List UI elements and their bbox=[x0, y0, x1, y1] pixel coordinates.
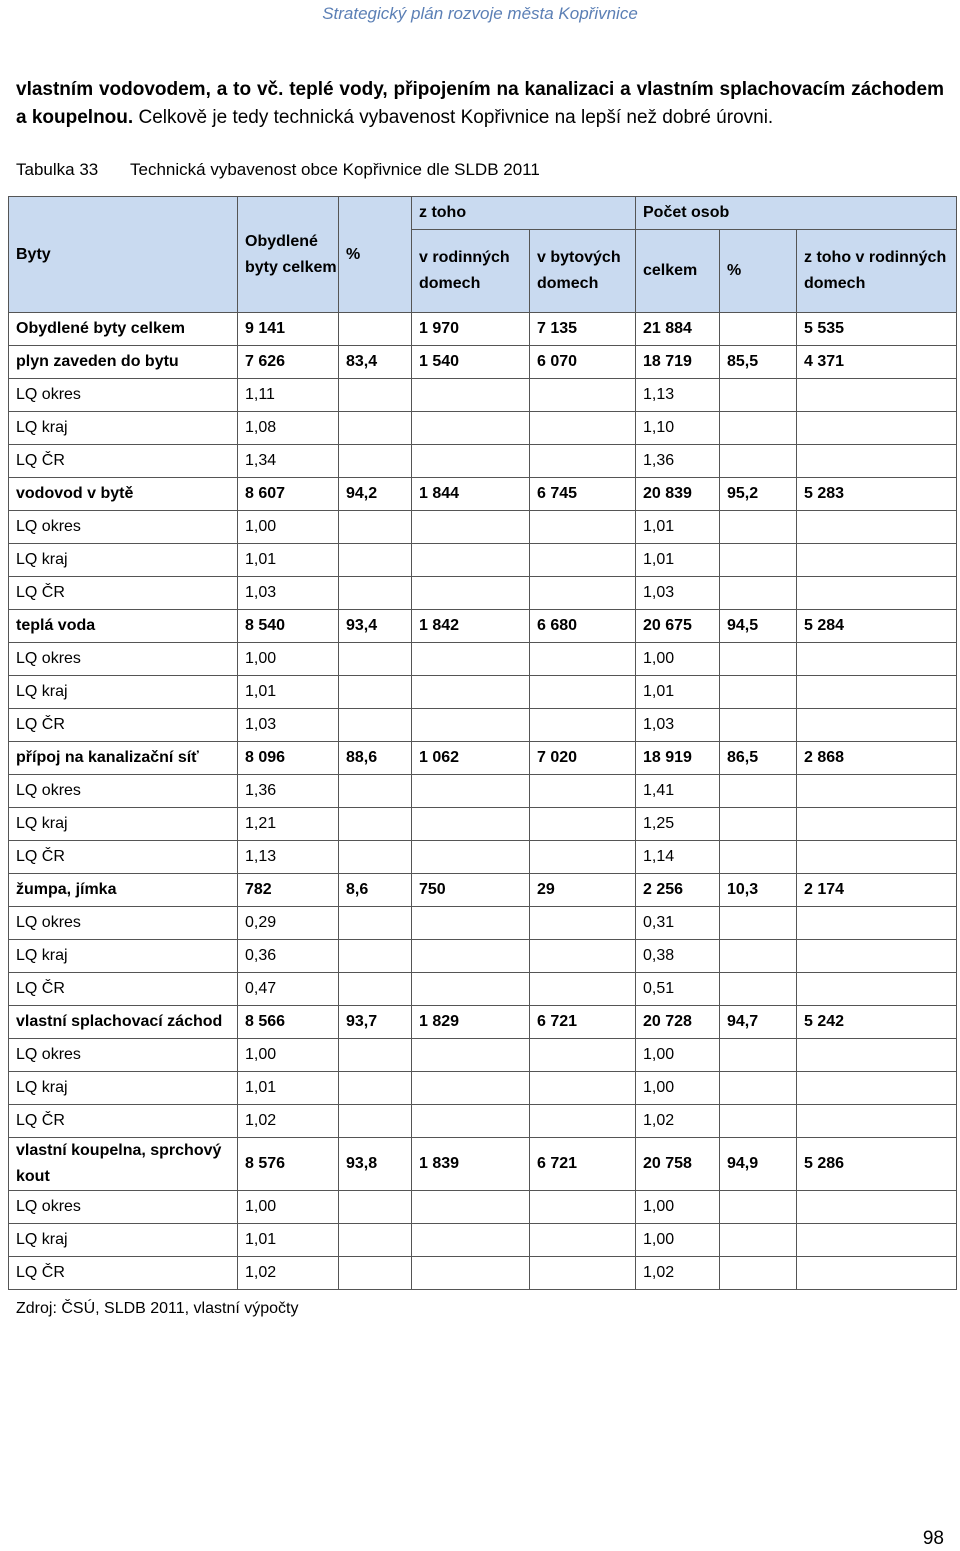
row-label-cell: vlastní splachovací záchod bbox=[9, 1006, 238, 1039]
table-cell: 1,01 bbox=[636, 511, 720, 544]
table-cell: 1 062 bbox=[412, 742, 530, 775]
table-cell: 1 839 bbox=[412, 1138, 530, 1191]
row-label-cell: LQ okres bbox=[9, 1039, 238, 1072]
table-cell bbox=[412, 709, 530, 742]
table-cell: 1,00 bbox=[238, 1039, 339, 1072]
table-cell bbox=[339, 841, 412, 874]
row-label-cell: LQ okres bbox=[9, 643, 238, 676]
table-row bbox=[9, 940, 957, 973]
row-label-cell: žumpa, jímka bbox=[9, 874, 238, 907]
table-cell bbox=[720, 940, 797, 973]
table-cell bbox=[720, 1072, 797, 1105]
table-cell: 1,00 bbox=[238, 511, 339, 544]
table-cell bbox=[797, 775, 957, 808]
table-cell: 9 141 bbox=[238, 313, 339, 346]
header-z-toho: z toho bbox=[412, 197, 636, 230]
table-cell: 1,00 bbox=[636, 643, 720, 676]
row-label-cell: LQ kraj bbox=[9, 1072, 238, 1105]
table-cell: 88,6 bbox=[339, 742, 412, 775]
table-cell bbox=[797, 1257, 957, 1290]
table-row bbox=[9, 544, 957, 577]
table-cell: 750 bbox=[412, 874, 530, 907]
row-label-cell: LQ okres bbox=[9, 907, 238, 940]
row-label-cell: Obydlené byty celkem bbox=[9, 313, 238, 346]
header-v-bytovych-domech: v bytových domech bbox=[530, 230, 636, 313]
table-cell bbox=[339, 808, 412, 841]
table-cell bbox=[412, 841, 530, 874]
row-label-cell: LQ okres bbox=[9, 775, 238, 808]
table-cell bbox=[530, 412, 636, 445]
table-cell: 1,13 bbox=[636, 379, 720, 412]
table-cell bbox=[720, 412, 797, 445]
table-cell bbox=[412, 544, 530, 577]
table-cell: 6 721 bbox=[530, 1006, 636, 1039]
table-cell: 1,01 bbox=[238, 1224, 339, 1257]
table-cell: 8,6 bbox=[339, 874, 412, 907]
table-row bbox=[9, 478, 957, 511]
table-cell bbox=[412, 643, 530, 676]
technical-equipment-table bbox=[8, 196, 957, 1290]
table-cell bbox=[530, 1039, 636, 1072]
table-cell bbox=[530, 808, 636, 841]
table-cell: 1,10 bbox=[636, 412, 720, 445]
table-cell bbox=[339, 412, 412, 445]
table-cell: 94,9 bbox=[720, 1138, 797, 1191]
table-cell bbox=[530, 973, 636, 1006]
table-cell: 2 256 bbox=[636, 874, 720, 907]
table-cell bbox=[412, 1072, 530, 1105]
table-cell: 6 745 bbox=[530, 478, 636, 511]
table-row bbox=[9, 1072, 957, 1105]
table-cell bbox=[530, 1191, 636, 1224]
table-cell: 2 174 bbox=[797, 874, 957, 907]
table-cell: 8 540 bbox=[238, 610, 339, 643]
table-cell bbox=[530, 841, 636, 874]
table-cell bbox=[339, 1072, 412, 1105]
table-cell bbox=[797, 511, 957, 544]
table-cell: 5 284 bbox=[797, 610, 957, 643]
table-cell bbox=[412, 1105, 530, 1138]
table-cell bbox=[412, 379, 530, 412]
table-cell: 1,03 bbox=[636, 709, 720, 742]
table-cell: 20 728 bbox=[636, 1006, 720, 1039]
table-cell bbox=[412, 940, 530, 973]
table-cell bbox=[339, 1257, 412, 1290]
table-row bbox=[9, 610, 957, 643]
table-cell: 1 540 bbox=[412, 346, 530, 379]
table-cell bbox=[797, 544, 957, 577]
table-cell bbox=[797, 841, 957, 874]
table-cell bbox=[412, 445, 530, 478]
table-cell: 1,00 bbox=[238, 1191, 339, 1224]
table-cell bbox=[720, 544, 797, 577]
table-cell: 8 607 bbox=[238, 478, 339, 511]
table-cell: 1,01 bbox=[636, 544, 720, 577]
table-cell bbox=[797, 808, 957, 841]
table-cell bbox=[530, 709, 636, 742]
table-cell: 20 675 bbox=[636, 610, 720, 643]
table-cell bbox=[530, 379, 636, 412]
table-cell: 93,4 bbox=[339, 610, 412, 643]
table-cell bbox=[720, 1039, 797, 1072]
table-cell bbox=[339, 973, 412, 1006]
table-cell bbox=[339, 445, 412, 478]
header-osoby-percent: % bbox=[720, 230, 797, 313]
table-cell: 1 844 bbox=[412, 478, 530, 511]
table-row bbox=[9, 511, 957, 544]
table-cell: 4 371 bbox=[797, 346, 957, 379]
table-cell: 1 842 bbox=[412, 610, 530, 643]
table-cell: 8 566 bbox=[238, 1006, 339, 1039]
table-row bbox=[9, 1138, 957, 1191]
table-cell bbox=[530, 445, 636, 478]
table-cell: 18 719 bbox=[636, 346, 720, 379]
table-row bbox=[9, 577, 957, 610]
row-label-cell: LQ kraj bbox=[9, 808, 238, 841]
table-row bbox=[9, 643, 957, 676]
table-cell bbox=[530, 907, 636, 940]
table-cell bbox=[339, 709, 412, 742]
table-cell bbox=[720, 1224, 797, 1257]
table-cell: 1 970 bbox=[412, 313, 530, 346]
table-cell: 1,08 bbox=[238, 412, 339, 445]
table-cell bbox=[797, 940, 957, 973]
table-cell: 95,2 bbox=[720, 478, 797, 511]
paragraph-normal-text: Celkově je tedy technická vybavenost Kopřivnice na lepší než dobré úrovni. bbox=[133, 107, 774, 128]
row-label-cell: LQ ČR bbox=[9, 841, 238, 874]
table-cell bbox=[720, 313, 797, 346]
table-cell bbox=[720, 643, 797, 676]
table-cell: 1,00 bbox=[238, 643, 339, 676]
table-cell: 94,7 bbox=[720, 1006, 797, 1039]
table-cell: 94,2 bbox=[339, 478, 412, 511]
table-row bbox=[9, 1257, 957, 1290]
table-cell bbox=[797, 1224, 957, 1257]
table-cell: 1,01 bbox=[636, 676, 720, 709]
table-cell bbox=[339, 940, 412, 973]
table-row bbox=[9, 808, 957, 841]
table-cell: 0,47 bbox=[238, 973, 339, 1006]
row-label-cell: teplá voda bbox=[9, 610, 238, 643]
table-cell: 86,5 bbox=[720, 742, 797, 775]
table-cell bbox=[797, 1191, 957, 1224]
table-cell: 10,3 bbox=[720, 874, 797, 907]
table-cell bbox=[530, 775, 636, 808]
table-cell: 1,36 bbox=[636, 445, 720, 478]
table-row bbox=[9, 1224, 957, 1257]
table-cell: 7 020 bbox=[530, 742, 636, 775]
header-pocet-osob: Počet osob bbox=[636, 197, 957, 230]
table-cell: 93,8 bbox=[339, 1138, 412, 1191]
table-cell bbox=[339, 643, 412, 676]
table-cell bbox=[530, 1224, 636, 1257]
table-cell bbox=[720, 907, 797, 940]
table-cell bbox=[797, 1072, 957, 1105]
table-cell bbox=[412, 412, 530, 445]
table-cell bbox=[412, 1039, 530, 1072]
table-cell bbox=[720, 841, 797, 874]
table-cell bbox=[720, 1191, 797, 1224]
table-cell bbox=[412, 676, 530, 709]
table-cell bbox=[339, 676, 412, 709]
table-cell bbox=[412, 775, 530, 808]
table-cell bbox=[797, 379, 957, 412]
table-cell bbox=[720, 676, 797, 709]
row-label-cell: plyn zaveden do bytu bbox=[9, 346, 238, 379]
row-label-cell: LQ okres bbox=[9, 1191, 238, 1224]
row-label-cell: vodovod v bytě bbox=[9, 478, 238, 511]
row-label-cell: přípoj na kanalizační síť bbox=[9, 742, 238, 775]
header-z-toho-v-rodinnych-domech: z toho v rodinných domech bbox=[797, 230, 957, 313]
row-label-cell: LQ kraj bbox=[9, 544, 238, 577]
table-cell: 1,00 bbox=[636, 1072, 720, 1105]
table-cell bbox=[530, 511, 636, 544]
table-cell bbox=[720, 1257, 797, 1290]
table-cell: 782 bbox=[238, 874, 339, 907]
table-cell: 1,02 bbox=[238, 1257, 339, 1290]
table-cell: 1,02 bbox=[636, 1257, 720, 1290]
row-label-cell: LQ okres bbox=[9, 379, 238, 412]
table-cell: 8 576 bbox=[238, 1138, 339, 1191]
table-cell: 1,02 bbox=[636, 1105, 720, 1138]
table-cell bbox=[797, 907, 957, 940]
row-label-cell: LQ kraj bbox=[9, 412, 238, 445]
table-cell bbox=[530, 1257, 636, 1290]
table-cell bbox=[412, 1257, 530, 1290]
table-cell bbox=[720, 445, 797, 478]
header-osoby-celkem: celkem bbox=[636, 230, 720, 313]
table-cell bbox=[797, 577, 957, 610]
table-cell bbox=[412, 907, 530, 940]
table-row bbox=[9, 313, 957, 346]
table-row bbox=[9, 445, 957, 478]
body-paragraph bbox=[16, 76, 944, 132]
table-cell bbox=[339, 313, 412, 346]
table-cell bbox=[412, 1191, 530, 1224]
table-cell bbox=[797, 445, 957, 478]
table-cell bbox=[530, 1105, 636, 1138]
table-cell bbox=[797, 412, 957, 445]
table-cell: 8 096 bbox=[238, 742, 339, 775]
header-percent: % bbox=[339, 197, 412, 313]
table-cell bbox=[797, 643, 957, 676]
table-cell bbox=[720, 973, 797, 1006]
table-row bbox=[9, 907, 957, 940]
table-cell: 1,14 bbox=[636, 841, 720, 874]
table-cell: 0,31 bbox=[636, 907, 720, 940]
table-cell: 1,01 bbox=[238, 544, 339, 577]
table-cell: 1,41 bbox=[636, 775, 720, 808]
table-row bbox=[9, 1039, 957, 1072]
table-cell: 1,00 bbox=[636, 1191, 720, 1224]
table-cell: 94,5 bbox=[720, 610, 797, 643]
table-cell: 1,03 bbox=[238, 577, 339, 610]
table-cell: 0,36 bbox=[238, 940, 339, 973]
table-row bbox=[9, 676, 957, 709]
table-cell bbox=[530, 544, 636, 577]
table-caption bbox=[16, 160, 540, 180]
table-cell: 0,29 bbox=[238, 907, 339, 940]
table-cell bbox=[720, 775, 797, 808]
table-cell bbox=[412, 973, 530, 1006]
table-cell bbox=[530, 676, 636, 709]
table-cell: 1 829 bbox=[412, 1006, 530, 1039]
table-row bbox=[9, 412, 957, 445]
table-cell: 5 242 bbox=[797, 1006, 957, 1039]
table-cell bbox=[720, 1105, 797, 1138]
table-cell bbox=[339, 907, 412, 940]
table-cell: 0,38 bbox=[636, 940, 720, 973]
table-cell bbox=[720, 709, 797, 742]
header-v-rodinnych-domech: v rodinných domech bbox=[412, 230, 530, 313]
row-label-cell: vlastní koupelna, sprchový kout bbox=[9, 1138, 238, 1191]
table-cell: 1,36 bbox=[238, 775, 339, 808]
page-number: 98 bbox=[922, 1528, 944, 1549]
table-row bbox=[9, 973, 957, 1006]
table-cell: 7 626 bbox=[238, 346, 339, 379]
row-label-cell: LQ ČR bbox=[9, 577, 238, 610]
table-caption-title: Technická vybavenost obce Kopřivnice dle SLDB 2011 bbox=[130, 160, 540, 179]
table-body bbox=[9, 313, 957, 1290]
table-cell: 1,11 bbox=[238, 379, 339, 412]
table-cell: 29 bbox=[530, 874, 636, 907]
table-cell bbox=[412, 808, 530, 841]
table-cell bbox=[412, 1224, 530, 1257]
table-cell: 1,03 bbox=[636, 577, 720, 610]
table-row bbox=[9, 742, 957, 775]
table-cell: 83,4 bbox=[339, 346, 412, 379]
table-cell: 2 868 bbox=[797, 742, 957, 775]
table-cell: 1,00 bbox=[636, 1224, 720, 1257]
row-label-cell: LQ kraj bbox=[9, 940, 238, 973]
table-cell bbox=[720, 577, 797, 610]
table-caption-label: Tabulka 33 bbox=[16, 160, 99, 179]
header-obydlene-byty-celkem: Obydlené byty celkem bbox=[238, 197, 339, 313]
table-row bbox=[9, 874, 957, 907]
table-cell: 93,7 bbox=[339, 1006, 412, 1039]
row-label-cell: LQ kraj bbox=[9, 1224, 238, 1257]
table-cell bbox=[720, 379, 797, 412]
table-cell bbox=[339, 511, 412, 544]
row-label-cell: LQ kraj bbox=[9, 676, 238, 709]
table-cell: 20 839 bbox=[636, 478, 720, 511]
table-cell: 85,5 bbox=[720, 346, 797, 379]
table-cell bbox=[530, 1072, 636, 1105]
table-cell: 18 919 bbox=[636, 742, 720, 775]
table-row bbox=[9, 379, 957, 412]
table-cell: 1,25 bbox=[636, 808, 720, 841]
table-cell bbox=[797, 676, 957, 709]
row-label-cell: LQ okres bbox=[9, 511, 238, 544]
table-row bbox=[9, 346, 957, 379]
table-cell bbox=[339, 1224, 412, 1257]
table-cell: 1,01 bbox=[238, 676, 339, 709]
table-cell bbox=[412, 577, 530, 610]
table-row bbox=[9, 709, 957, 742]
table-cell bbox=[339, 1039, 412, 1072]
table-cell: 1,21 bbox=[238, 808, 339, 841]
row-label-cell: LQ ČR bbox=[9, 709, 238, 742]
table-cell: 6 721 bbox=[530, 1138, 636, 1191]
table-cell bbox=[797, 709, 957, 742]
table-cell: 5 286 bbox=[797, 1138, 957, 1191]
table-cell: 1,00 bbox=[636, 1039, 720, 1072]
table-cell bbox=[797, 973, 957, 1006]
row-label-cell: LQ ČR bbox=[9, 1257, 238, 1290]
table-cell: 1,13 bbox=[238, 841, 339, 874]
table-cell bbox=[797, 1105, 957, 1138]
table-cell: 1,34 bbox=[238, 445, 339, 478]
table-source-note: Zdroj: ČSÚ, SLDB 2011, vlastní výpočty bbox=[16, 1300, 299, 1317]
table-cell bbox=[339, 379, 412, 412]
table-cell bbox=[339, 1191, 412, 1224]
table-cell: 5 535 bbox=[797, 313, 957, 346]
table-cell: 0,51 bbox=[636, 973, 720, 1006]
table-cell: 7 135 bbox=[530, 313, 636, 346]
table-cell: 1,01 bbox=[238, 1072, 339, 1105]
table-cell bbox=[530, 577, 636, 610]
table-cell: 20 758 bbox=[636, 1138, 720, 1191]
table-cell bbox=[530, 643, 636, 676]
table-cell bbox=[530, 940, 636, 973]
table-row bbox=[9, 1006, 957, 1039]
table-row bbox=[9, 1191, 957, 1224]
table-cell bbox=[720, 808, 797, 841]
table-cell: 1,03 bbox=[238, 709, 339, 742]
table-cell: 21 884 bbox=[636, 313, 720, 346]
table-cell bbox=[339, 1105, 412, 1138]
row-label-cell: LQ ČR bbox=[9, 1105, 238, 1138]
table-cell bbox=[339, 577, 412, 610]
row-label-cell: LQ ČR bbox=[9, 445, 238, 478]
page-header-title: Strategický plán rozvoje města Kopřivnice bbox=[322, 4, 638, 23]
table-cell: 6 680 bbox=[530, 610, 636, 643]
row-label-cell: LQ ČR bbox=[9, 973, 238, 1006]
table-cell bbox=[797, 1039, 957, 1072]
paragraph-bold-text: vlastním vodovodem, a to vč. teplé vody, připojením na kanalizaci a vlastním splachovacím záchodem a koupelnou. bbox=[16, 79, 944, 128]
table-cell: 5 283 bbox=[797, 478, 957, 511]
table-cell bbox=[339, 544, 412, 577]
table-row bbox=[9, 841, 957, 874]
table-cell bbox=[339, 775, 412, 808]
table-row bbox=[9, 1105, 957, 1138]
table-cell bbox=[412, 511, 530, 544]
table-cell bbox=[720, 511, 797, 544]
table-row bbox=[9, 775, 957, 808]
header-byty: Byty bbox=[9, 197, 238, 313]
table-cell: 6 070 bbox=[530, 346, 636, 379]
table-cell: 1,02 bbox=[238, 1105, 339, 1138]
